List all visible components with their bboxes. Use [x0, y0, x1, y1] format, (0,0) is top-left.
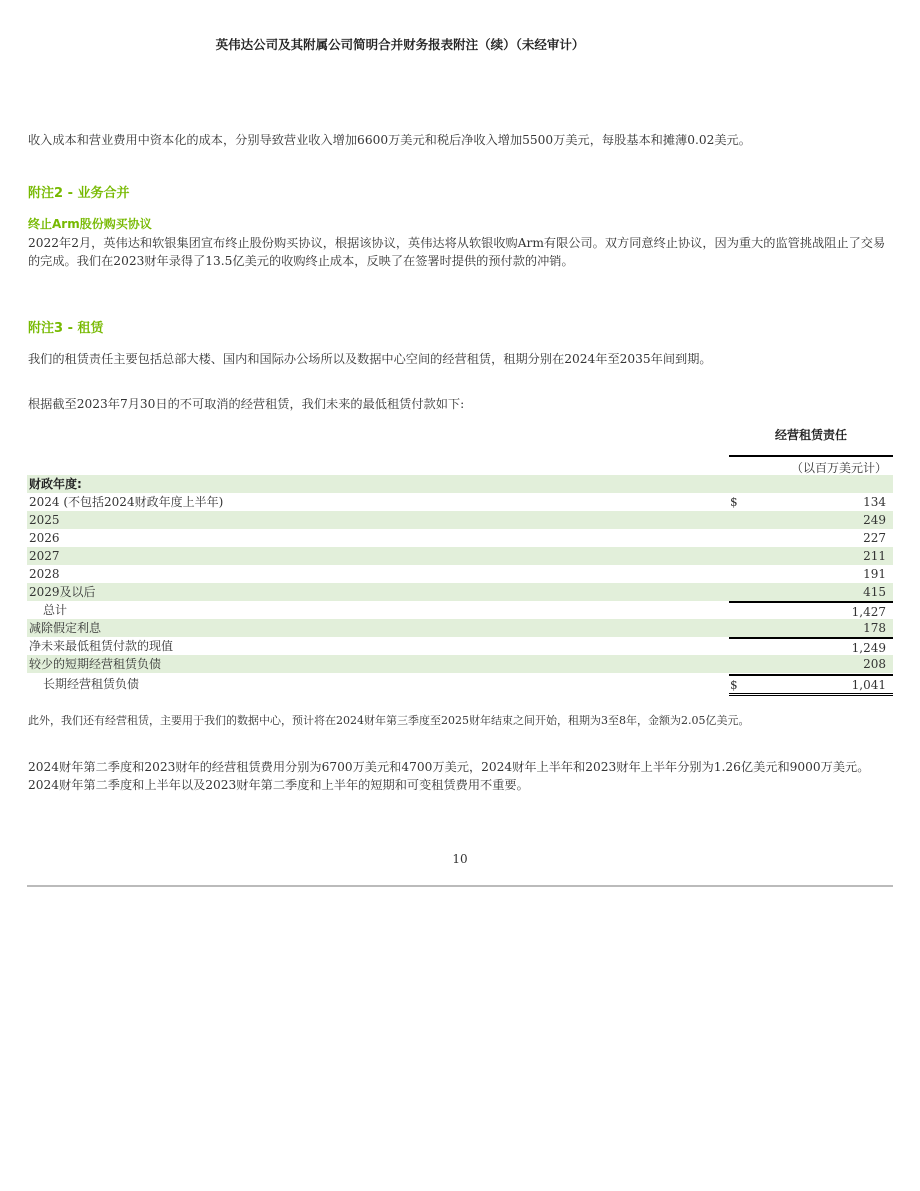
- table-row: [27, 637, 893, 655]
- table-row: [27, 529, 893, 547]
- row-value: 191: [863, 567, 886, 581]
- row-value: 415: [863, 585, 886, 599]
- row-value-cell: [729, 637, 893, 655]
- row-value: 208: [863, 657, 886, 671]
- note3-body-payments-intro: 根据截至2023年7月30日的不可取消的经营租赁，我们未来的最低租赁付款如下:: [28, 397, 465, 411]
- row-value: 249: [863, 513, 886, 527]
- row-value-cell: [729, 529, 893, 547]
- row-value-cell: [729, 493, 893, 511]
- page-header-title: 英伟达公司及其附属公司简明合并财务报表附注（续）（未经审计）: [215, 37, 585, 52]
- table-body: [27, 475, 893, 695]
- row-value-cell: [729, 475, 893, 493]
- row-label: 2026: [29, 531, 60, 545]
- row-value-cell: [729, 601, 893, 619]
- note3-body-leases: 我们的租赁责任主要包括总部大楼、国内和国际办公场所以及数据中心空间的经营租赁，租期分别在2024年至2035年间到期。: [28, 352, 712, 366]
- note2-subheading: 终止Arm股份购买协议: [28, 217, 152, 231]
- table-unit-label: （以百万美元计）: [790, 461, 887, 475]
- table-row-total: [27, 601, 893, 619]
- row-value-cell: [729, 583, 893, 601]
- additional-leases-paragraph: 此外，我们还有经营租赁，主要用于我们的数据中心，预计将在2024财年第三季度至2025财年结束之间开始，租期为3至8年，金额为2.05亿美元。: [28, 714, 750, 727]
- table-row: [27, 583, 893, 601]
- row-value: 1,041: [851, 678, 886, 692]
- intro-paragraph: 收入成本和营业费用中资本化的成本，分别导致营业收入增加6600万美元和税后净收入增加5500万美元，每股基本和摊薄0.02美元。: [28, 133, 751, 147]
- currency-symbol: $: [730, 678, 738, 692]
- row-value-cell: [729, 547, 893, 565]
- row-label: 2028: [29, 567, 60, 581]
- row-value: 134: [863, 495, 886, 509]
- table-row: [27, 619, 893, 637]
- footer-divider: [27, 885, 893, 887]
- row-label: 2024 (不包括2024财政年度上半年): [29, 495, 224, 509]
- page-number: 10: [452, 852, 468, 866]
- row-label: 减除假定利息: [27, 619, 729, 637]
- row-label: 净未来最低租赁付款的现值: [29, 639, 174, 653]
- row-value: 1,249: [851, 641, 886, 655]
- table-row-final: [27, 674, 893, 695]
- lease-expense-paragraph: 2024财年第二季度和2023财年的经营租赁费用分别为6700万美元和4700万美元，2024财年上半年和2023财年上半年分别为1.26亿美元和9000万美元。2024财年第二季度和上半年以及2023财年第二季度和上半年的短期和可变租赁费用不重要。: [28, 760, 870, 792]
- note2-body: 2022年2月，英伟达和软银集团宣布终止股份购买协议，根据该协议，英伟达将从软银收购Arm有限公司。双方同意终止协议，因为重大的监管挑战阻止了交易的完成。我们在2023财年录得了13.5亿美元的收购终止成本，反映了在签署时提供的预付款的冲销。: [28, 236, 886, 268]
- currency-symbol: $: [730, 495, 738, 509]
- table-column-header: 经营租赁责任: [774, 428, 847, 442]
- table-row: [27, 565, 893, 583]
- row-value: 178: [863, 621, 886, 635]
- row-value-cell: [729, 674, 893, 696]
- row-label: 较少的短期经营租赁负债: [27, 655, 729, 673]
- table-row: [27, 493, 893, 511]
- row-label: 2027: [27, 547, 729, 565]
- row-value-cell: [729, 511, 893, 529]
- row-value-cell: [729, 619, 893, 637]
- row-value: 227: [863, 531, 886, 545]
- row-label: 长期经营租赁负债: [43, 677, 140, 691]
- row-label: 财政年度:: [27, 475, 729, 493]
- row-value: 1,427: [851, 605, 886, 619]
- table-row: [27, 547, 893, 565]
- row-value-cell: [729, 565, 893, 583]
- row-value: 211: [863, 549, 886, 563]
- note3-heading: 附注3 - 租赁: [28, 321, 104, 336]
- table-row: [27, 475, 893, 493]
- row-value-cell: [729, 655, 893, 673]
- column-header-rule: [729, 455, 893, 457]
- row-label: 总计: [43, 603, 68, 617]
- table-row: [27, 655, 893, 673]
- table-row: [27, 511, 893, 529]
- note2-heading: 附注2 - 业务合并: [28, 186, 130, 201]
- row-label: 2029及以后: [27, 583, 729, 601]
- row-label: 2025: [27, 511, 729, 529]
